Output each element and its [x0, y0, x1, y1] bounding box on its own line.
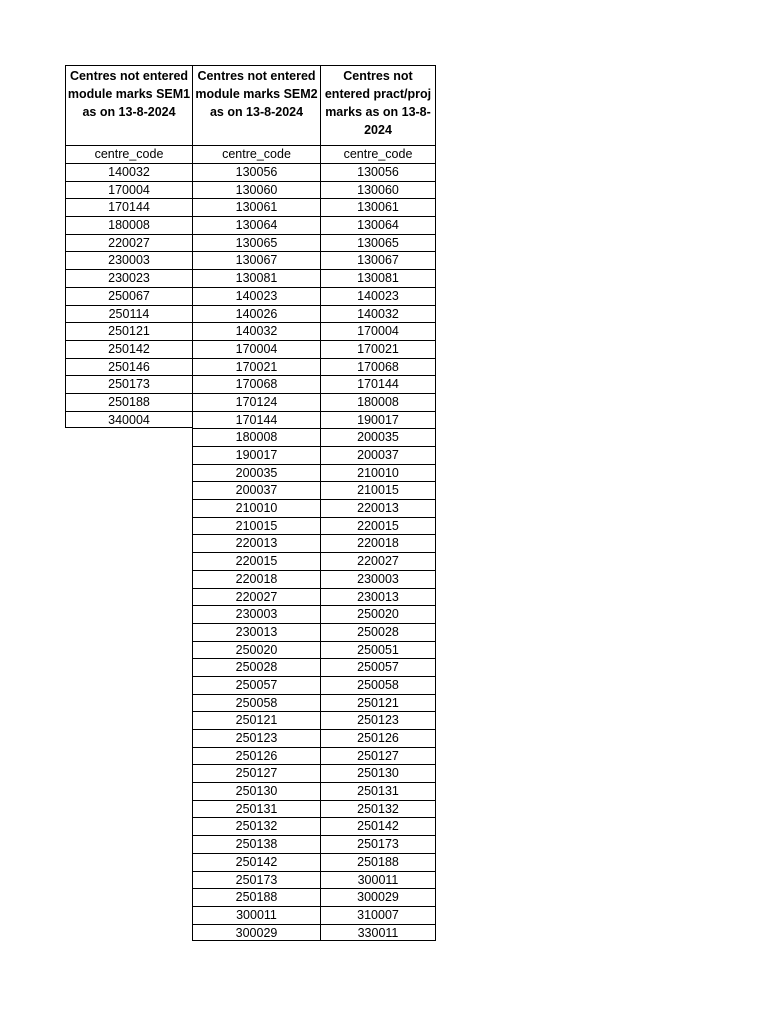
- centre-code-cell: 230003: [321, 570, 436, 588]
- centre-code-cell: 170124: [192, 393, 321, 411]
- centre-code-cell: 250028: [321, 623, 436, 641]
- centre-code-cell: 250142: [321, 817, 436, 835]
- centre-code-cell: 300029: [192, 924, 321, 942]
- centre-code-cell: 130081: [321, 269, 436, 287]
- centre-code-cell: 250127: [192, 764, 321, 782]
- centre-code-cell: 220018: [321, 534, 436, 552]
- centre-code-cell: 200037: [321, 446, 436, 464]
- centre-code-cell: 250067: [65, 287, 192, 305]
- centre-code-cell: 230003: [192, 605, 321, 623]
- centre-code-cell: 220015: [192, 552, 321, 570]
- centre-code-cell: 170144: [65, 198, 192, 216]
- centre-code-cell: 130060: [192, 181, 321, 199]
- centre-code-cell: 230013: [192, 623, 321, 641]
- centre-code-cell: 170004: [192, 340, 321, 358]
- centre-code-cell: 250028: [192, 658, 321, 676]
- centre-code-cell: 210010: [321, 464, 436, 482]
- centre-code-cell: 220027: [65, 234, 192, 252]
- centre-code-cell: 210015: [321, 481, 436, 499]
- centre-code-cell: 300011: [321, 871, 436, 889]
- centre-code-cell: 250142: [192, 853, 321, 871]
- centre-code-cell: 250126: [192, 747, 321, 765]
- centre-code-cell: 250057: [192, 676, 321, 694]
- centre-code-cell: 200035: [321, 428, 436, 446]
- centre-code-cell: 300011: [192, 906, 321, 924]
- column-header: [192, 65, 321, 145]
- centre-code-cell: 130060: [321, 181, 436, 199]
- centre-code-cell: 130064: [321, 216, 436, 234]
- centre-code-cell: 220013: [321, 499, 436, 517]
- centre-code-cell: 250130: [192, 782, 321, 800]
- column-header-line: entered pract/proj: [324, 87, 432, 101]
- centre-code-cell: 140023: [192, 287, 321, 305]
- centre-code-cell: 140032: [65, 163, 192, 181]
- centre-code-cell: 170021: [192, 358, 321, 376]
- column-header: [65, 65, 192, 145]
- centre-code-cell: 200035: [192, 464, 321, 482]
- column-sem1: [65, 65, 192, 428]
- centre-code-cell: 170144: [321, 375, 436, 393]
- centre-code-cell: 140032: [321, 305, 436, 323]
- centre-code-cell: 310007: [321, 906, 436, 924]
- centre-code-cell: 130067: [321, 251, 436, 269]
- centre-code-cell: 250058: [192, 694, 321, 712]
- centre-code-cell: 250121: [65, 322, 192, 340]
- centre-code-cell: 250114: [65, 305, 192, 323]
- column-subheader: centre_code: [321, 145, 436, 163]
- column-header-line: as on 13-8-2024: [82, 105, 176, 119]
- column-subheader: centre_code: [65, 145, 192, 163]
- centre-code-cell: 250146: [65, 358, 192, 376]
- centre-code-cell: 250188: [321, 853, 436, 871]
- centre-code-cell: 250123: [321, 711, 436, 729]
- centre-code-cell: 250188: [65, 393, 192, 411]
- centre-code-cell: 250132: [321, 800, 436, 818]
- centre-code-cell: 200037: [192, 481, 321, 499]
- column-header-line: Centres not entered: [197, 69, 316, 83]
- centre-code-cell: 170004: [321, 322, 436, 340]
- centre-code-cell: 250127: [321, 747, 436, 765]
- centre-code-cell: 250051: [321, 641, 436, 659]
- centre-code-cell: 250131: [192, 800, 321, 818]
- centre-code-cell: 250126: [321, 729, 436, 747]
- centre-code-cell: 220027: [321, 552, 436, 570]
- centre-code-cell: 250121: [192, 711, 321, 729]
- centre-code-cell: 170068: [192, 375, 321, 393]
- centre-code-cell: 180008: [321, 393, 436, 411]
- column-header-line: marks as on 13-8-: [325, 105, 431, 119]
- centre-code-cell: 210015: [192, 517, 321, 535]
- column-header-line: module marks SEM1: [67, 87, 191, 101]
- centre-code-cell: 250132: [192, 817, 321, 835]
- centre-code-cell: 130067: [192, 251, 321, 269]
- centre-code-cell: 130061: [192, 198, 321, 216]
- centre-code-cell: 250123: [192, 729, 321, 747]
- centre-code-cell: 330011: [321, 924, 436, 942]
- centre-code-cell: 250121: [321, 694, 436, 712]
- column-header-line: 2024: [364, 123, 392, 137]
- column-sem2: [192, 65, 321, 941]
- centre-code-cell: 300029: [321, 888, 436, 906]
- centre-code-cell: 250020: [321, 605, 436, 623]
- centre-code-cell: 250020: [192, 641, 321, 659]
- centre-code-cell: 250058: [321, 676, 436, 694]
- centre-code-cell: 250173: [321, 835, 436, 853]
- centre-code-cell: 220027: [192, 588, 321, 606]
- centre-code-cell: 230003: [65, 251, 192, 269]
- centre-code-cell: 250057: [321, 658, 436, 676]
- centre-code-cell: 250130: [321, 764, 436, 782]
- centre-code-cell: 140023: [321, 287, 436, 305]
- centre-code-cell: 130064: [192, 216, 321, 234]
- centre-code-cell: 170004: [65, 181, 192, 199]
- column-header-line: Centres not entered: [69, 69, 189, 83]
- centre-code-cell: 170068: [321, 358, 436, 376]
- centre-code-cell: 140032: [192, 322, 321, 340]
- column-header-line: as on 13-8-2024: [209, 105, 304, 119]
- centre-code-cell: 130065: [321, 234, 436, 252]
- column-header-line: Centres not: [343, 69, 413, 83]
- centre-code-cell: 130056: [321, 163, 436, 181]
- centre-code-cell: 190017: [321, 411, 436, 429]
- centre-code-cell: 170144: [192, 411, 321, 429]
- centre-code-cell: 220018: [192, 570, 321, 588]
- centre-code-cell: 250131: [321, 782, 436, 800]
- centre-code-cell: 140026: [192, 305, 321, 323]
- centre-code-cell: 170021: [321, 340, 436, 358]
- centre-code-cell: 250188: [192, 888, 321, 906]
- centre-code-cell: 130061: [321, 198, 436, 216]
- centre-code-cell: 250173: [65, 375, 192, 393]
- centre-code-cell: 230013: [321, 588, 436, 606]
- centre-code-cell: 220013: [192, 534, 321, 552]
- centre-code-cell: 130056: [192, 163, 321, 181]
- centre-code-cell: 230023: [65, 269, 192, 287]
- centre-code-cell: 180008: [192, 428, 321, 446]
- centre-code-cell: 190017: [192, 446, 321, 464]
- centre-code-cell: 130065: [192, 234, 321, 252]
- centre-code-cell: 180008: [65, 216, 192, 234]
- centre-code-cell: 130081: [192, 269, 321, 287]
- column-header: [321, 65, 436, 145]
- column-subheader: centre_code: [192, 145, 321, 163]
- column-pract-proj: [321, 65, 436, 941]
- centre-code-cell: 250173: [192, 871, 321, 889]
- centre-code-cell: 250138: [192, 835, 321, 853]
- centre-code-cell: 210010: [192, 499, 321, 517]
- centre-code-cell: 250142: [65, 340, 192, 358]
- centre-code-cell: 220015: [321, 517, 436, 535]
- centre-code-cell: 340004: [65, 411, 192, 429]
- column-header-line: module marks SEM2: [195, 87, 318, 101]
